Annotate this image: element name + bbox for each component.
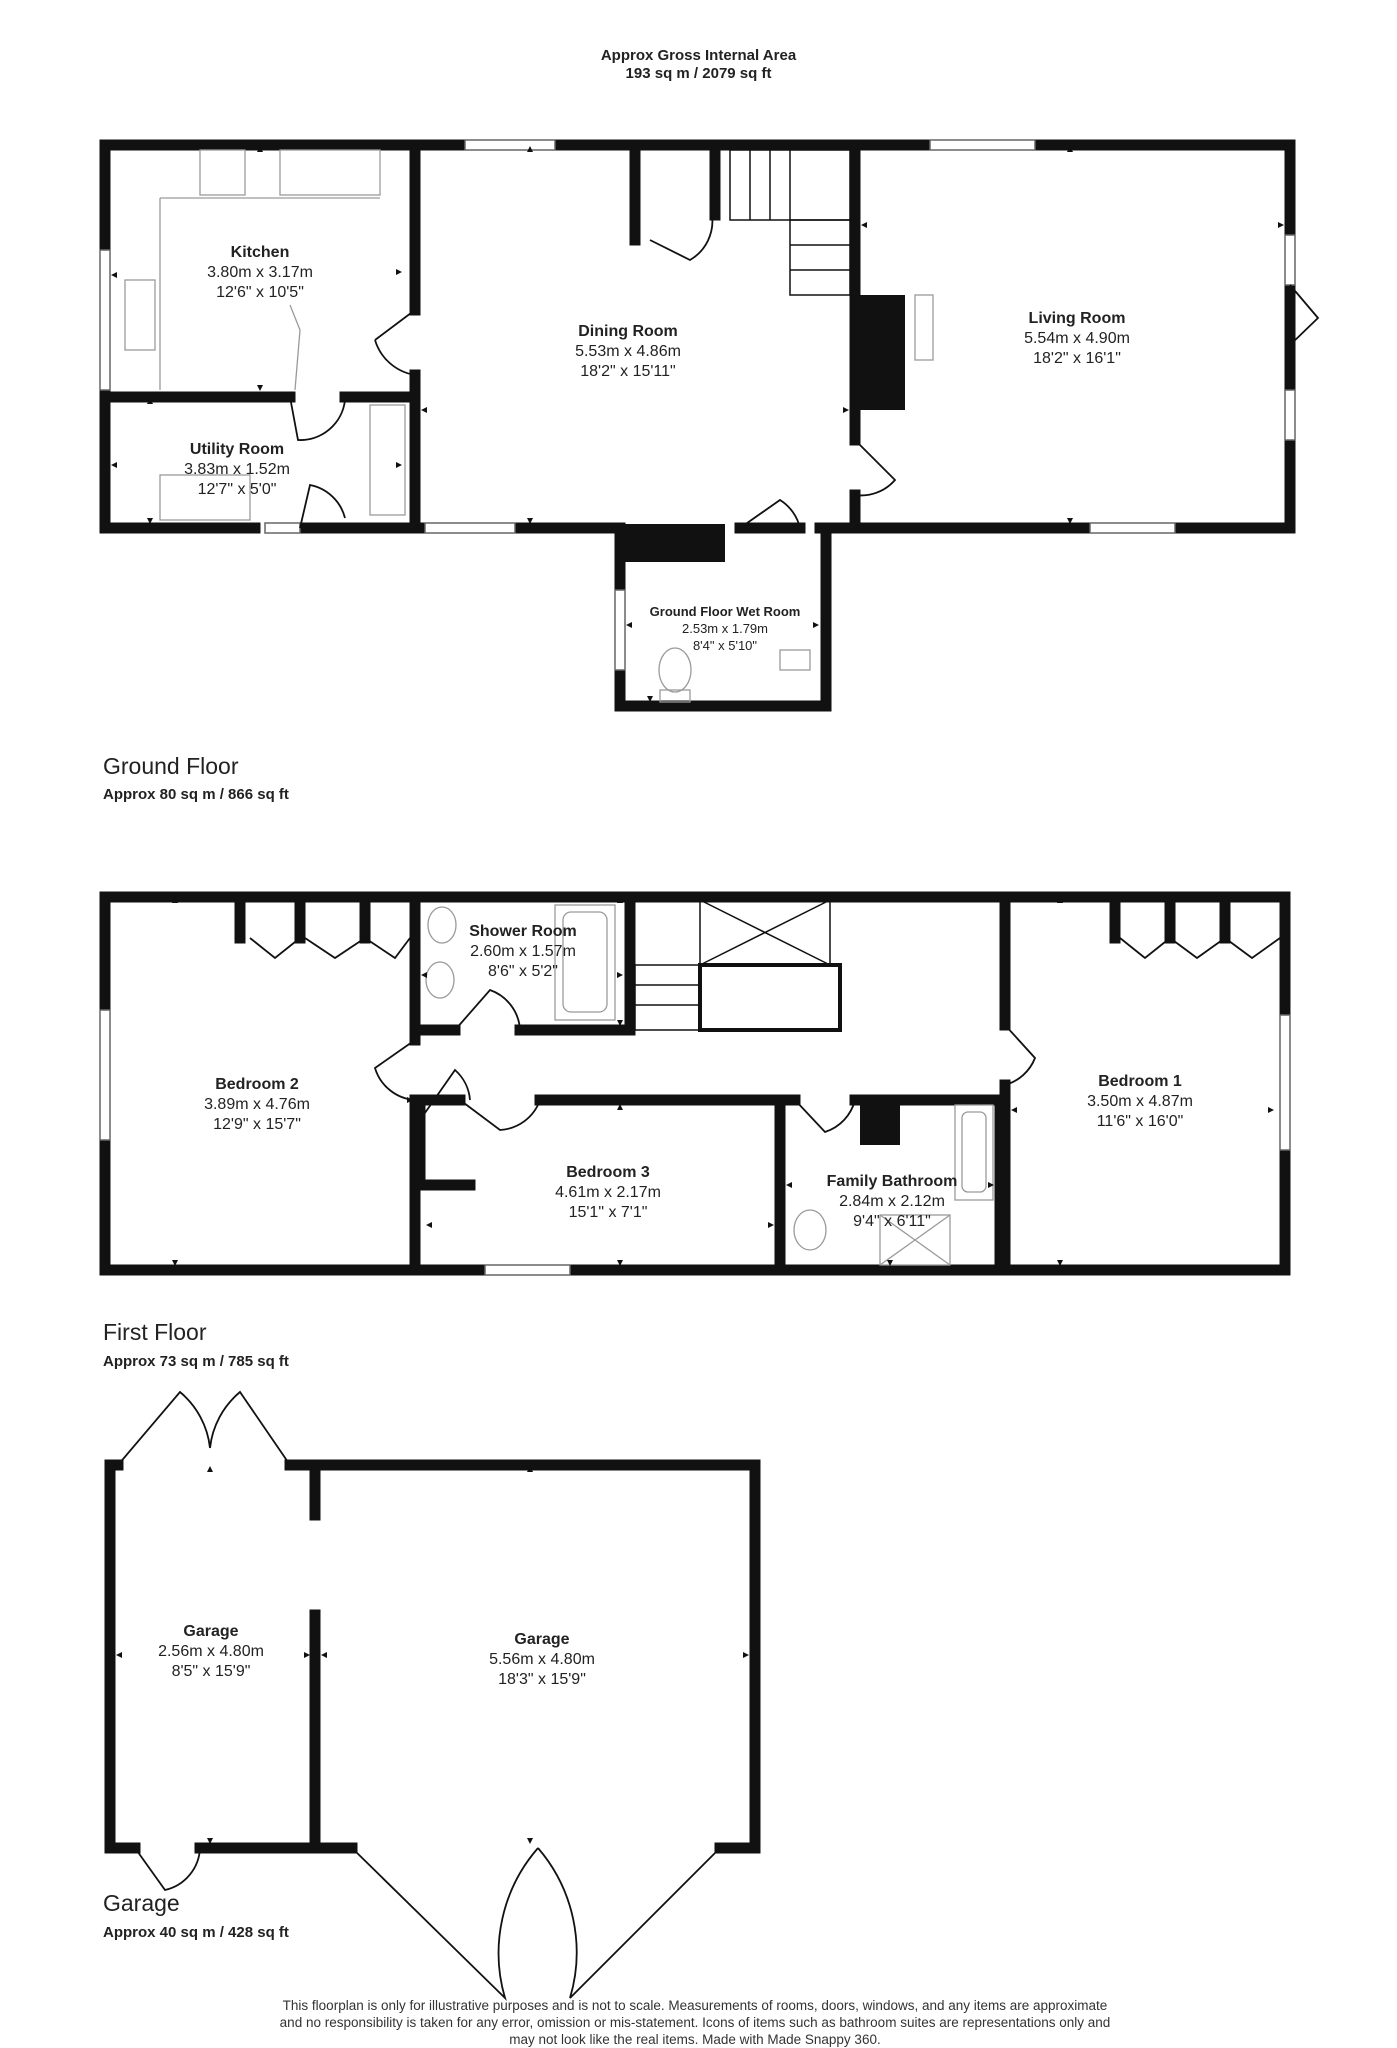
room-label-bedroom-2 (204, 1075, 310, 1135)
room-imperial: 9'4" x 6'11" (853, 1213, 931, 1230)
room-name: Utility Room (189, 441, 285, 458)
room-label-kitchen (207, 243, 313, 303)
disclaimer-line: may not look like the real items. Made with Made Snappy 360. (509, 2032, 881, 2047)
room-imperial: 15'1" x 7'1" (568, 1204, 648, 1221)
room-name: Dining Room (578, 323, 678, 340)
floor-area-garage: Approx 40 sq m / 428 sq ft (103, 1924, 289, 1941)
room-name: Family Bathroom (826, 1173, 958, 1190)
room-metric: 3.50m x 4.87m (1087, 1093, 1193, 1110)
room-name: Shower Room (469, 923, 577, 940)
disclaimer-line: This floorplan is only for illustrative purposes and is not to scale. Measurements of rooms, doors, windows, and any items are approximate (282, 1998, 1108, 2013)
room-metric: 3.89m x 4.76m (204, 1096, 310, 1113)
room-name: Garage (183, 1623, 239, 1640)
room-imperial: 18'2" x 15'11" (580, 363, 676, 380)
room-imperial: 8'6" x 5'2" (488, 963, 558, 980)
room-name: Living Room (1028, 310, 1126, 327)
gross-area-title: Approx Gross Internal Area (600, 47, 797, 64)
room-metric: 2.60m x 1.57m (470, 943, 576, 960)
disclaimer (220, 1997, 1170, 2048)
gross-area-total: 193 sq m / 2079 sq ft (625, 65, 772, 82)
disclaimer-line: and no responsibility is taken for any error, omission or mis-statement. Icons of items such as bathroom suites are representations only and (279, 2015, 1111, 2030)
room-name: Garage (514, 1631, 570, 1648)
room-name: Bedroom 1 (1098, 1073, 1182, 1090)
room-metric: 2.53m x 1.79m (682, 621, 768, 636)
room-name: Bedroom 3 (566, 1164, 650, 1181)
room-imperial: 12'7" x 5'0" (197, 481, 277, 498)
room-label-dining (575, 322, 681, 382)
floor-area-ground: Approx 80 sq m / 866 sq ft (103, 786, 289, 803)
room-metric: 5.54m x 4.90m (1024, 330, 1130, 347)
room-label-living (1024, 309, 1130, 369)
floor-area-first: Approx 73 sq m / 785 sq ft (103, 1353, 289, 1370)
room-metric: 2.56m x 4.80m (158, 1643, 264, 1660)
room-metric: 4.61m x 2.17m (555, 1184, 661, 1201)
room-metric: 5.56m x 4.80m (489, 1651, 595, 1668)
room-label-garage-large (489, 1630, 595, 1690)
room-label-bedroom-3 (555, 1163, 661, 1223)
room-metric: 3.83m x 1.52m (184, 461, 290, 478)
room-metric: 5.53m x 4.86m (575, 343, 681, 360)
floor-title-first: First Floor (103, 1319, 207, 1345)
room-imperial: 12'9" x 15'7" (213, 1116, 301, 1133)
room-name: Ground Floor Wet Room (649, 604, 801, 619)
room-label-garage-small (158, 1622, 264, 1682)
room-imperial: 11'6" x 16'0" (1096, 1113, 1184, 1130)
room-label-family-bathroom (827, 1172, 958, 1232)
floor-title-garage: Garage (103, 1890, 180, 1916)
room-label-wet-room (650, 603, 801, 654)
room-imperial: 18'3" x 15'9" (498, 1671, 586, 1688)
room-metric: 2.84m x 2.12m (839, 1193, 945, 1210)
room-imperial: 8'5" x 15'9" (171, 1663, 251, 1680)
room-imperial: 8'4" x 5'10" (692, 638, 758, 653)
room-metric: 3.80m x 3.17m (207, 264, 313, 281)
room-label-utility (184, 440, 290, 500)
room-name: Kitchen (230, 244, 290, 261)
floor-title-ground: Ground Floor (103, 753, 239, 779)
room-name: Bedroom 2 (215, 1076, 299, 1093)
room-label-shower (469, 922, 577, 982)
room-imperial: 12'6" x 10'5" (216, 284, 304, 301)
room-imperial: 18'2" x 16'1" (1033, 350, 1121, 367)
room-label-bedroom-1 (1087, 1072, 1193, 1132)
